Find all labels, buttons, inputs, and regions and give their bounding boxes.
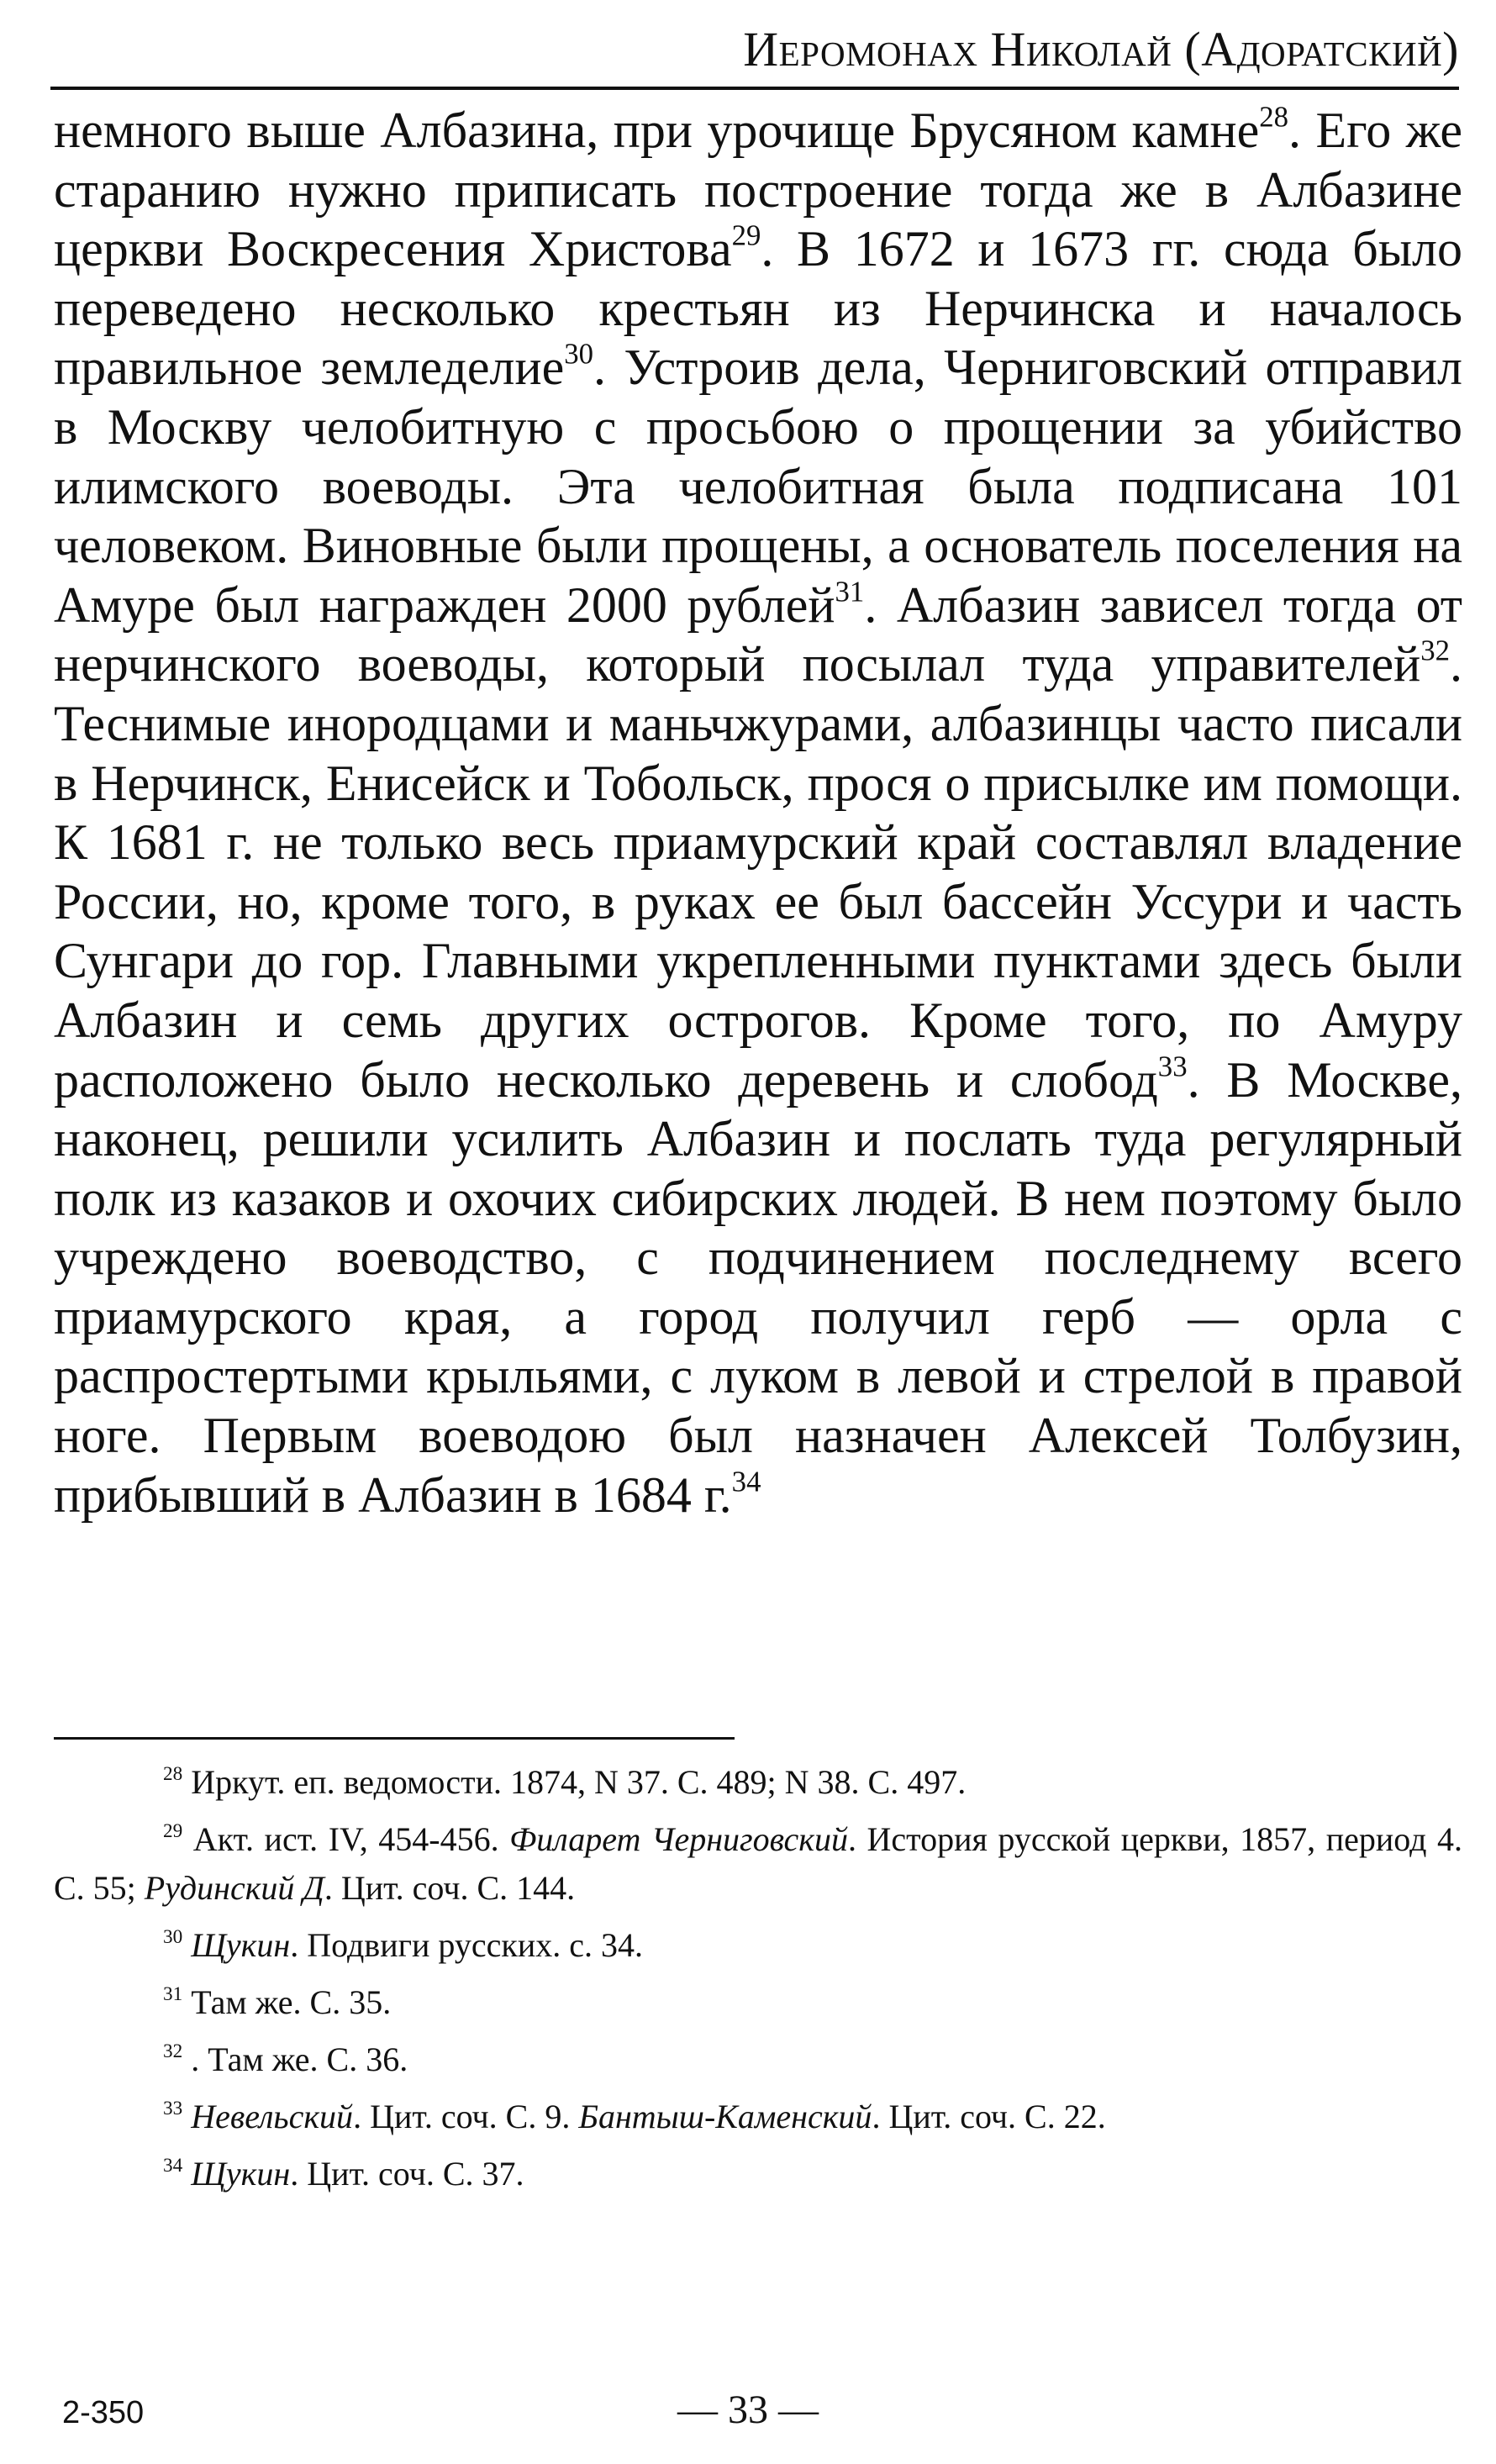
footnote-separator [54, 1737, 735, 1740]
footnote-33 [54, 2093, 1462, 2141]
footnote-author: Рудинский Д [144, 1869, 324, 1907]
footnote-29 [54, 1815, 1462, 1913]
footnote-ref[interactable]: 33 [1157, 1050, 1188, 1083]
body-text-segment: . Теснимые инородцами и маньчжурами, албазинцы часто писали в Нерчинск, Енисейск и Тобольск, прося о присылке им помощи. К 1681 г. не только весь приамурский край составлял владение России, но, кроме того, в руках ее был бассейн Уссури и часть Сунгари до гор. Главными укрепленными пунктами здесь были Албазин и семь других острогов. Кроме того, по Амуру расположено было несколько деревень и слобод [54, 636, 1462, 1108]
footnote-text: . Цит. соч. С. 144. [324, 1869, 576, 1907]
footnote-text: Там же. С. 35. [191, 1983, 392, 2021]
footnote-ref[interactable]: 34 [731, 1465, 761, 1498]
footnote-text: . Цит. соч. С. 22. [872, 2098, 1106, 2135]
footnote-28 [54, 1758, 1462, 1807]
footnote-34 [54, 2150, 1462, 2198]
footnote-number: 34 [163, 2154, 183, 2177]
footnote-ref[interactable]: 32 [1420, 634, 1450, 667]
body-text-segment: немного выше Албазина, при урочище Брусяном камне [54, 103, 1260, 158]
printer-signature: 2-350 [62, 2395, 145, 2430]
header-rule [50, 87, 1459, 90]
page-number: — 33 — [677, 2388, 819, 2432]
body-text-segment: . Устроив дела, Черниговский отправил в Москву челобитную с просьбою о прощении за убийство илимского воеводы. Эта челобитная была подписана 101 человеком. Виновные были прощены, а основатель поселения на Амуре был награжден 2000 рублей [54, 340, 1462, 633]
footnote-30 [54, 1921, 1462, 1970]
body-text-segment: . Албазин зависел тогда от нерчинского воеводы, который посылал туда управителей [54, 577, 1462, 692]
footnote-32 [54, 2035, 1462, 2084]
footnote-text: . История русской церкви, 1857, период 4. С. 55; [54, 1820, 1462, 1907]
footnote-number: 29 [163, 1819, 183, 1842]
footnote-number: 28 [163, 1762, 183, 1785]
body-text-segment: . В Москве, наконец, решили усилить Албазин и послать туда регулярный полк из казаков и охочих сибирских людей. В нем поэтому было учреждено воеводство, с подчинением последнему всего приамурского края, а город получил герб — орла с распростертыми крыльями, с луком в левой и стрелой в правой ноге. Первым воеводою был назначен Алексей Толбузин, прибывший в Албазин в 1684 г. [54, 1051, 1462, 1523]
footnote-text: Акт. ист. IV, 454-456. [192, 1820, 510, 1858]
page-footer [0, 2387, 1496, 2437]
footnote-number: 32 [163, 2040, 183, 2062]
footnote-31 [54, 1978, 1462, 2027]
footnote-text: . Подвиги русских. с. 34. [290, 1926, 643, 1964]
main-paragraph [54, 101, 1462, 1524]
footnote-number: 33 [163, 2097, 183, 2119]
footnote-number: 31 [163, 1982, 183, 2005]
body-text-segment: . Его же старанию нужно приписать построение тогда же в Албазине церкви Воскресения Христова [54, 103, 1462, 277]
footnote-ref[interactable]: 28 [1259, 100, 1289, 134]
footnotes-list [54, 1758, 1462, 2207]
footnote-text: Иркут. еп. ведомости. 1874, N 37. С. 489; N 38. С. 497. [191, 1763, 967, 1801]
footnote-text: . Там же. С. 36. [191, 2040, 408, 2078]
body-text-segment: . В 1672 и 1673 гг. сюда было переведено несколько крестьян из Нерчинска и началось правильное земледелие [54, 221, 1462, 396]
footnote-text: . Цит. соч. С. 37. [290, 2155, 524, 2193]
footnote-author: Щукин [191, 1926, 291, 1964]
footnote-ref[interactable]: 31 [835, 575, 865, 608]
footnote-author: Филарет Черниговский [509, 1820, 848, 1858]
footnote-author: Бантыш-Каменский [578, 2098, 872, 2135]
footnote-ref[interactable]: 29 [731, 218, 761, 252]
footnote-number: 30 [163, 1925, 183, 1948]
footnote-author: Невельский [191, 2098, 354, 2135]
footnote-text: . Цит. соч. С. 9. [353, 2098, 579, 2135]
footnote-ref[interactable]: 30 [564, 338, 594, 371]
running-head: Иеромонах Николай (Адоратский) [743, 22, 1459, 76]
footnote-author: Щукин [191, 2155, 291, 2193]
